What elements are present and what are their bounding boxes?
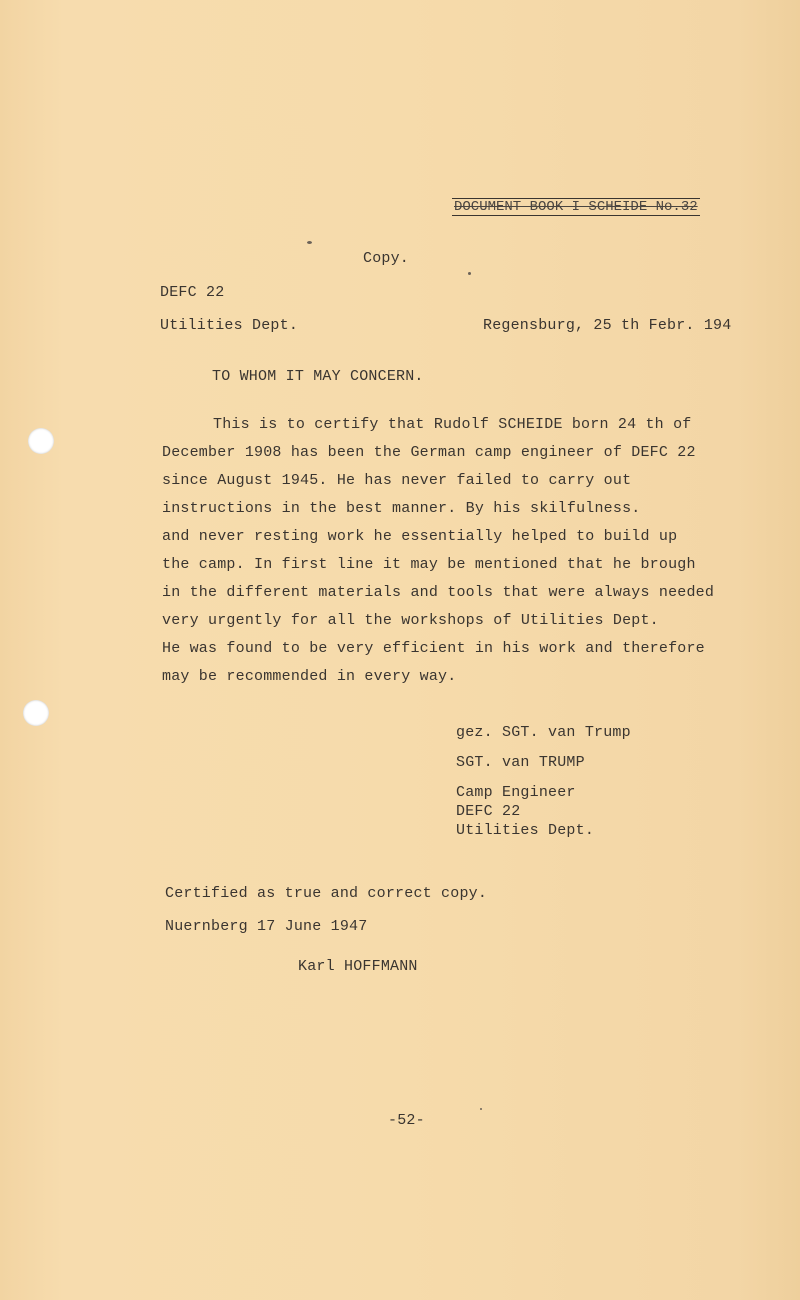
- paper-speck: [468, 272, 471, 275]
- body-line: since August 1945. He has never failed to carry out: [162, 472, 632, 489]
- body-line: This is to certify that Rudolf SCHEIDE born 24 th of: [213, 416, 692, 433]
- body-line: December 1908 has been the German camp engineer of DEFC 22: [162, 444, 696, 461]
- copy-label: Copy.: [363, 250, 410, 267]
- certifier-name: Karl HOFFMANN: [298, 958, 418, 975]
- unit-label: DEFC 22: [160, 284, 225, 301]
- body-line: the camp. In first line it may be mentioned that he brough: [162, 556, 696, 573]
- place-date: Regensburg, 25 th Febr. 194: [483, 317, 732, 334]
- paper-speck: [480, 1108, 482, 1110]
- paper-speck: [307, 241, 312, 244]
- body-line: He was found to be very efficient in his work and therefore: [162, 640, 705, 657]
- body-line: in the different materials and tools that were always needed: [162, 584, 715, 601]
- salutation: TO WHOM IT MAY CONCERN.: [212, 368, 424, 385]
- signed-by: gez. SGT. van Trump: [456, 724, 631, 741]
- body-line: instructions in the best manner. By his skilfulness.: [162, 500, 641, 517]
- punch-hole: [23, 700, 49, 726]
- punch-hole: [28, 428, 54, 454]
- body-line: very urgently for all the workshops of Utilities Dept.: [162, 612, 659, 629]
- signer-unit: DEFC 22: [456, 803, 521, 820]
- certification-statement: Certified as true and correct copy.: [165, 885, 488, 902]
- department-label: Utilities Dept.: [160, 317, 299, 334]
- page-number: -52-: [388, 1112, 425, 1129]
- certification-place-date: Nuernberg 17 June 1947: [165, 918, 368, 935]
- body-line: may be recommended in every way.: [162, 668, 457, 685]
- signer-department: Utilities Dept.: [456, 822, 595, 839]
- signer-title: Camp Engineer: [456, 784, 576, 801]
- signer-name: SGT. van TRUMP: [456, 754, 585, 771]
- document-reference: DOCUMENT BOOK I SCHEIDE No.32: [454, 199, 698, 215]
- body-line: and never resting work he essentially helped to build up: [162, 528, 678, 545]
